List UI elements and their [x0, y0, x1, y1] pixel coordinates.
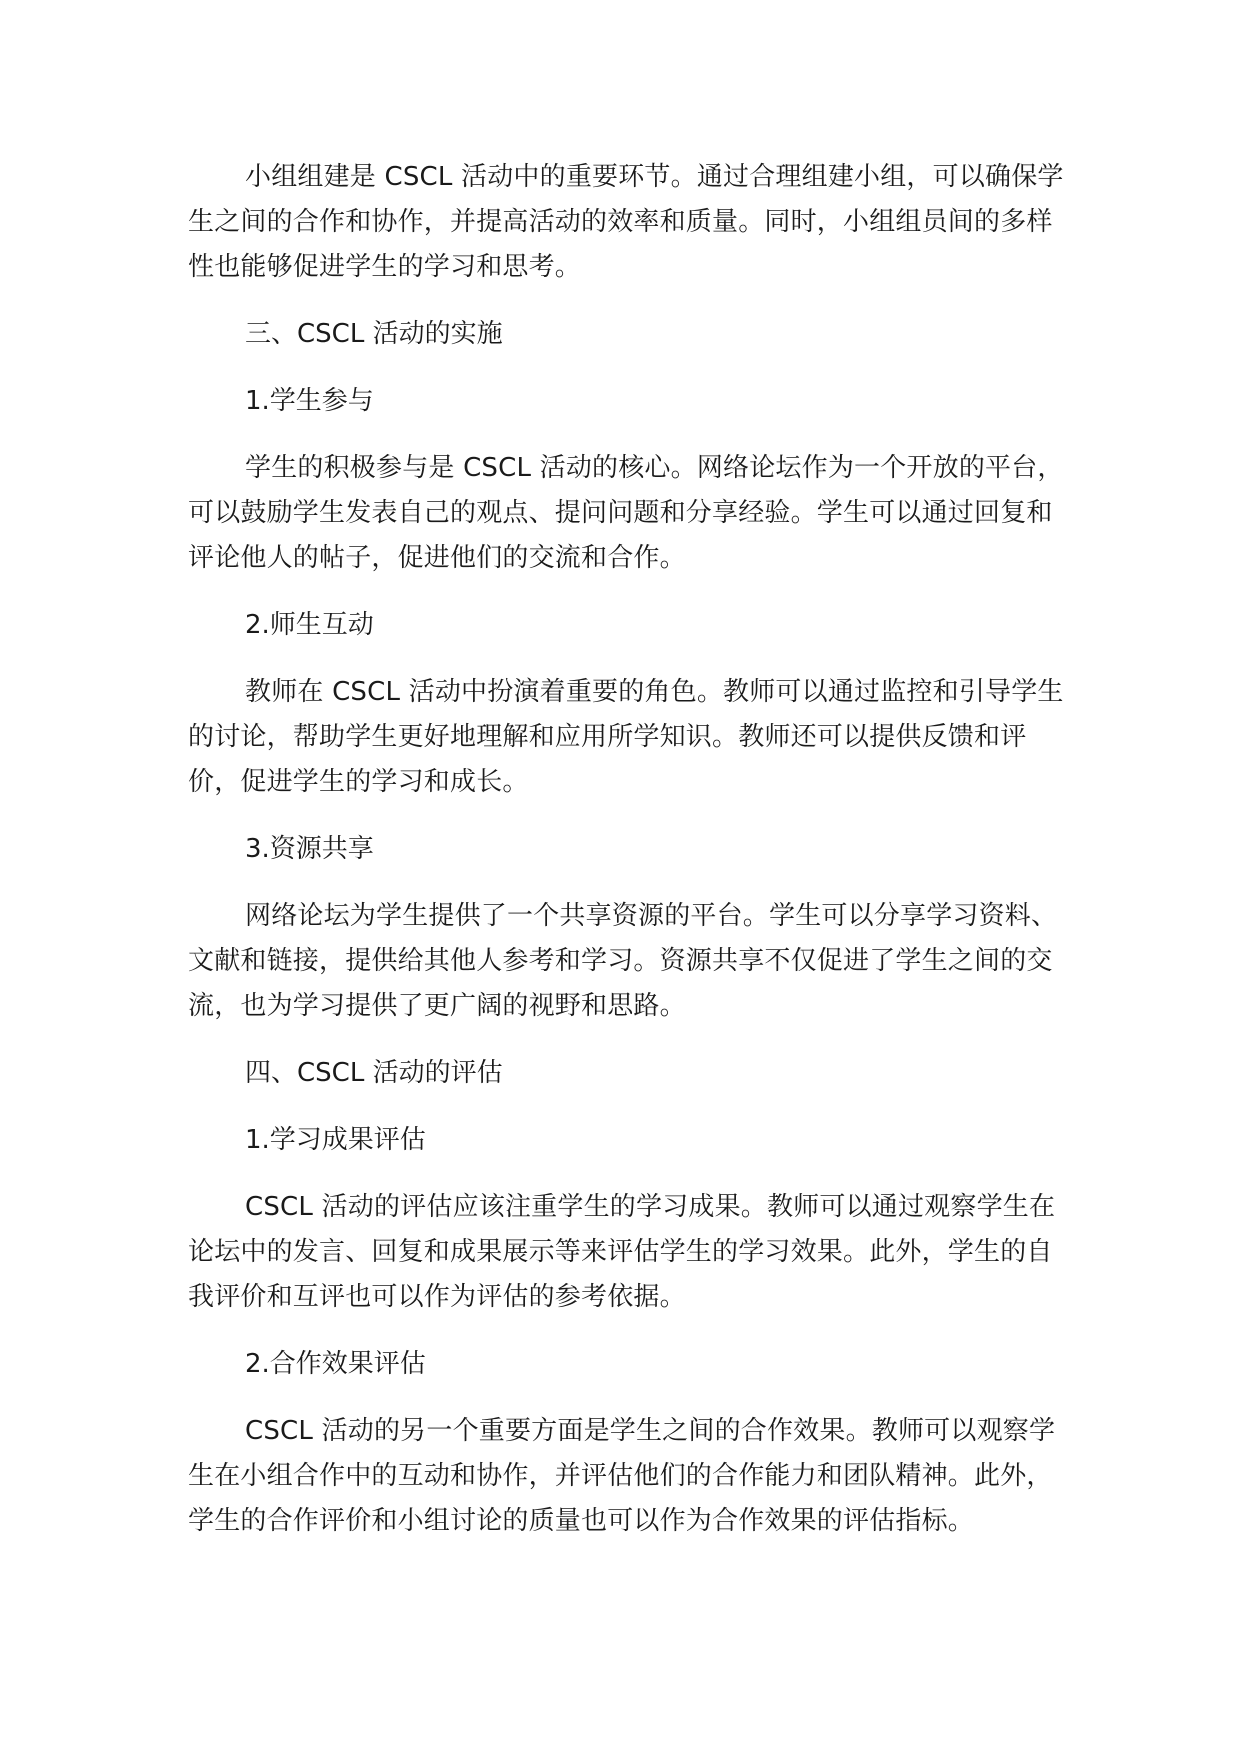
subheading-student-participation: 1.学生参与: [245, 386, 374, 416]
subheading-learning-outcome-evaluation: 1.学习成果评估: [245, 1125, 426, 1155]
section-heading-implementation: 三、CSCL 活动的实施: [245, 319, 503, 349]
paragraph-teacher-student-interaction: 教师在 CSCL 活动中扮演着重要的角色。教师可以通过监控和引导学生的讨论，帮助学生更好地理解和应用所学知识。教师还可以提供反馈和评价，促进学生的学习和成长。: [188, 677, 1064, 797]
subheading-teacher-student-interaction: 2.师生互动: [245, 610, 374, 640]
section-heading-evaluation: 四、CSCL 活动的评估: [245, 1058, 503, 1088]
paragraph-learning-outcome-evaluation: CSCL 活动的评估应该注重学生的学习成果。教师可以通过观察学生在论坛中的发言、回复和成果展示等来评估学生的学习效果。此外，学生的自我评价和互评也可以作为评估的参考依据。: [188, 1192, 1056, 1312]
document-body: [188, 155, 1078, 1566]
paragraph-resource-sharing: 网络论坛为学生提供了一个共享资源的平台。学生可以分享学习资料、文献和链接，提供给其他人参考和学习。资源共享不仅促进了学生之间的交流，也为学习提供了更广阔的视野和思路。: [188, 901, 1058, 1021]
paragraph-student-participation: 学生的积极参与是 CSCL 活动的核心。网络论坛作为一个开放的平台，可以鼓励学生发表自己的观点、提问问题和分享经验。学生可以通过回复和评论他人的帖子，促进他们的交流和合作。: [188, 453, 1064, 573]
subheading-collaboration-evaluation: 2.合作效果评估: [245, 1349, 426, 1379]
paragraph-group-formation: 小组组建是 CSCL 活动中的重要环节。通过合理组建小组，可以确保学生之间的合作和协作，并提高活动的效率和质量。同时，小组组员间的多样性也能够促进学生的学习和思考。: [188, 162, 1064, 282]
subheading-resource-sharing: 3.资源共享: [245, 834, 374, 864]
paragraph-collaboration-evaluation: CSCL 活动的另一个重要方面是学生之间的合作效果。教师可以观察学生在小组合作中的互动和协作，并评估他们的合作能力和团队精神。此外，学生的合作评价和小组讨论的质量也可以作为合作效果的评估指标。: [188, 1416, 1056, 1536]
